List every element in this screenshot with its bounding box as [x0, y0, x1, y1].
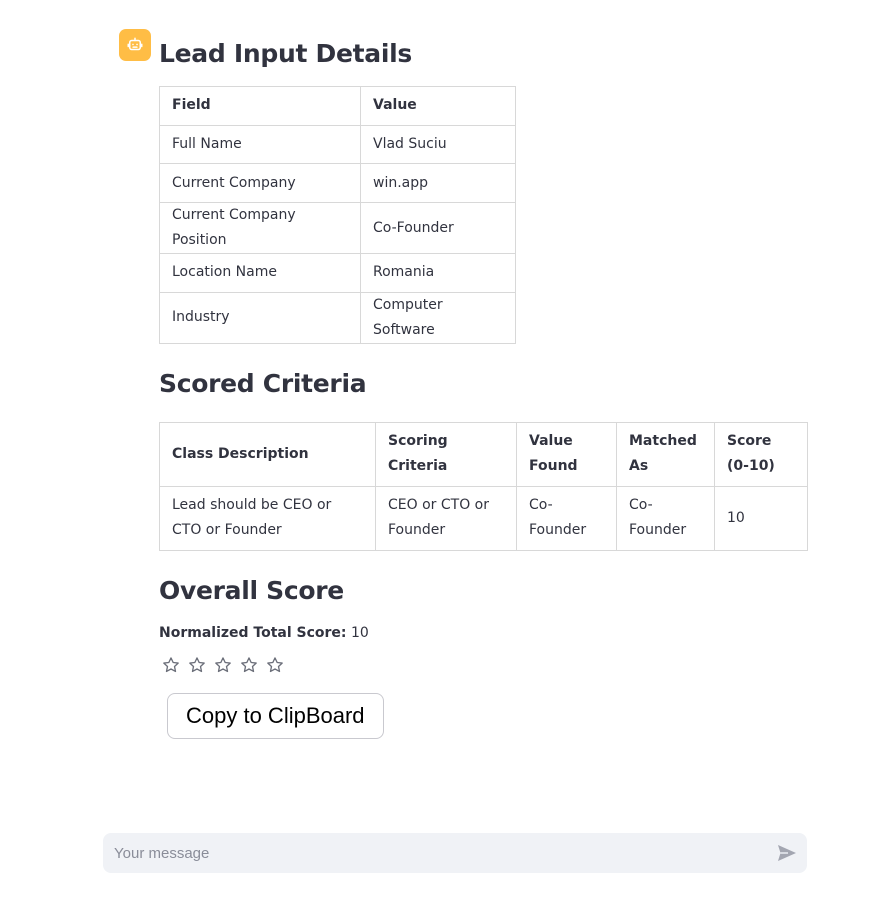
table-header-row — [160, 87, 516, 126]
table-header-row — [160, 422, 808, 486]
value-cell: Romania — [361, 254, 516, 293]
star-outline-icon[interactable] — [187, 655, 207, 675]
lead-input-table — [159, 86, 516, 344]
chat-message-input[interactable] — [112, 844, 777, 863]
normalized-score — [159, 623, 807, 643]
column-header-scoring-criteria: Scoring Criteria — [376, 422, 517, 486]
overall-score-heading: Overall Score — [159, 575, 344, 605]
field-cell: Current Company — [160, 164, 361, 203]
copy-to-clipboard-button[interactable]: Copy to ClipBoard — [167, 693, 384, 739]
normalized-score-value: 10 — [350, 624, 369, 641]
class-description-cell: Lead should be CEO or CTO or Founder — [160, 486, 376, 550]
star-outline-icon[interactable] — [213, 655, 233, 675]
scoring-criteria-cell: CEO or CTO or Founder — [376, 486, 517, 550]
send-icon[interactable] — [777, 844, 797, 862]
field-cell: Location Name — [160, 254, 361, 293]
column-header-field: Field — [160, 87, 361, 126]
table-row — [160, 164, 516, 203]
column-header-class-description: Class Description — [160, 422, 376, 486]
chat-input-bar — [103, 833, 807, 873]
star-outline-icon[interactable] — [265, 655, 285, 675]
robot-icon — [126, 36, 144, 54]
star-rating[interactable] — [159, 655, 807, 675]
scored-criteria-table — [159, 422, 808, 551]
star-outline-icon[interactable] — [239, 655, 259, 675]
matched-as-cell: Co-Founder — [617, 486, 715, 550]
field-cell: Full Name — [160, 125, 361, 164]
assistant-avatar — [119, 29, 151, 61]
lead-input-heading: Lead Input Details — [159, 39, 412, 68]
value-cell: Vlad Suciu — [361, 125, 516, 164]
assistant-message — [159, 36, 807, 739]
normalized-score-label: Normalized Total Score: — [159, 624, 347, 641]
field-cell: Current Company Position — [160, 203, 361, 254]
column-header-matched-as: Matched As — [617, 422, 715, 486]
field-cell: Industry — [160, 292, 361, 343]
table-row — [160, 125, 516, 164]
table-row — [160, 486, 808, 550]
table-row — [160, 254, 516, 293]
send-button[interactable] — [777, 844, 797, 862]
value-cell: Computer Software — [361, 292, 516, 343]
column-header-value-found: Value Found — [517, 422, 617, 486]
table-row — [160, 203, 516, 254]
value-found-cell: Co-Founder — [517, 486, 617, 550]
column-header-value: Value — [361, 87, 516, 126]
table-row — [160, 292, 516, 343]
scored-criteria-heading: Scored Criteria — [159, 368, 367, 398]
value-cell: win.app — [361, 164, 516, 203]
score-cell: 10 — [715, 486, 808, 550]
value-cell: Co-Founder — [361, 203, 516, 254]
column-header-score: Score (0-10) — [715, 422, 808, 486]
star-outline-icon[interactable] — [161, 655, 181, 675]
